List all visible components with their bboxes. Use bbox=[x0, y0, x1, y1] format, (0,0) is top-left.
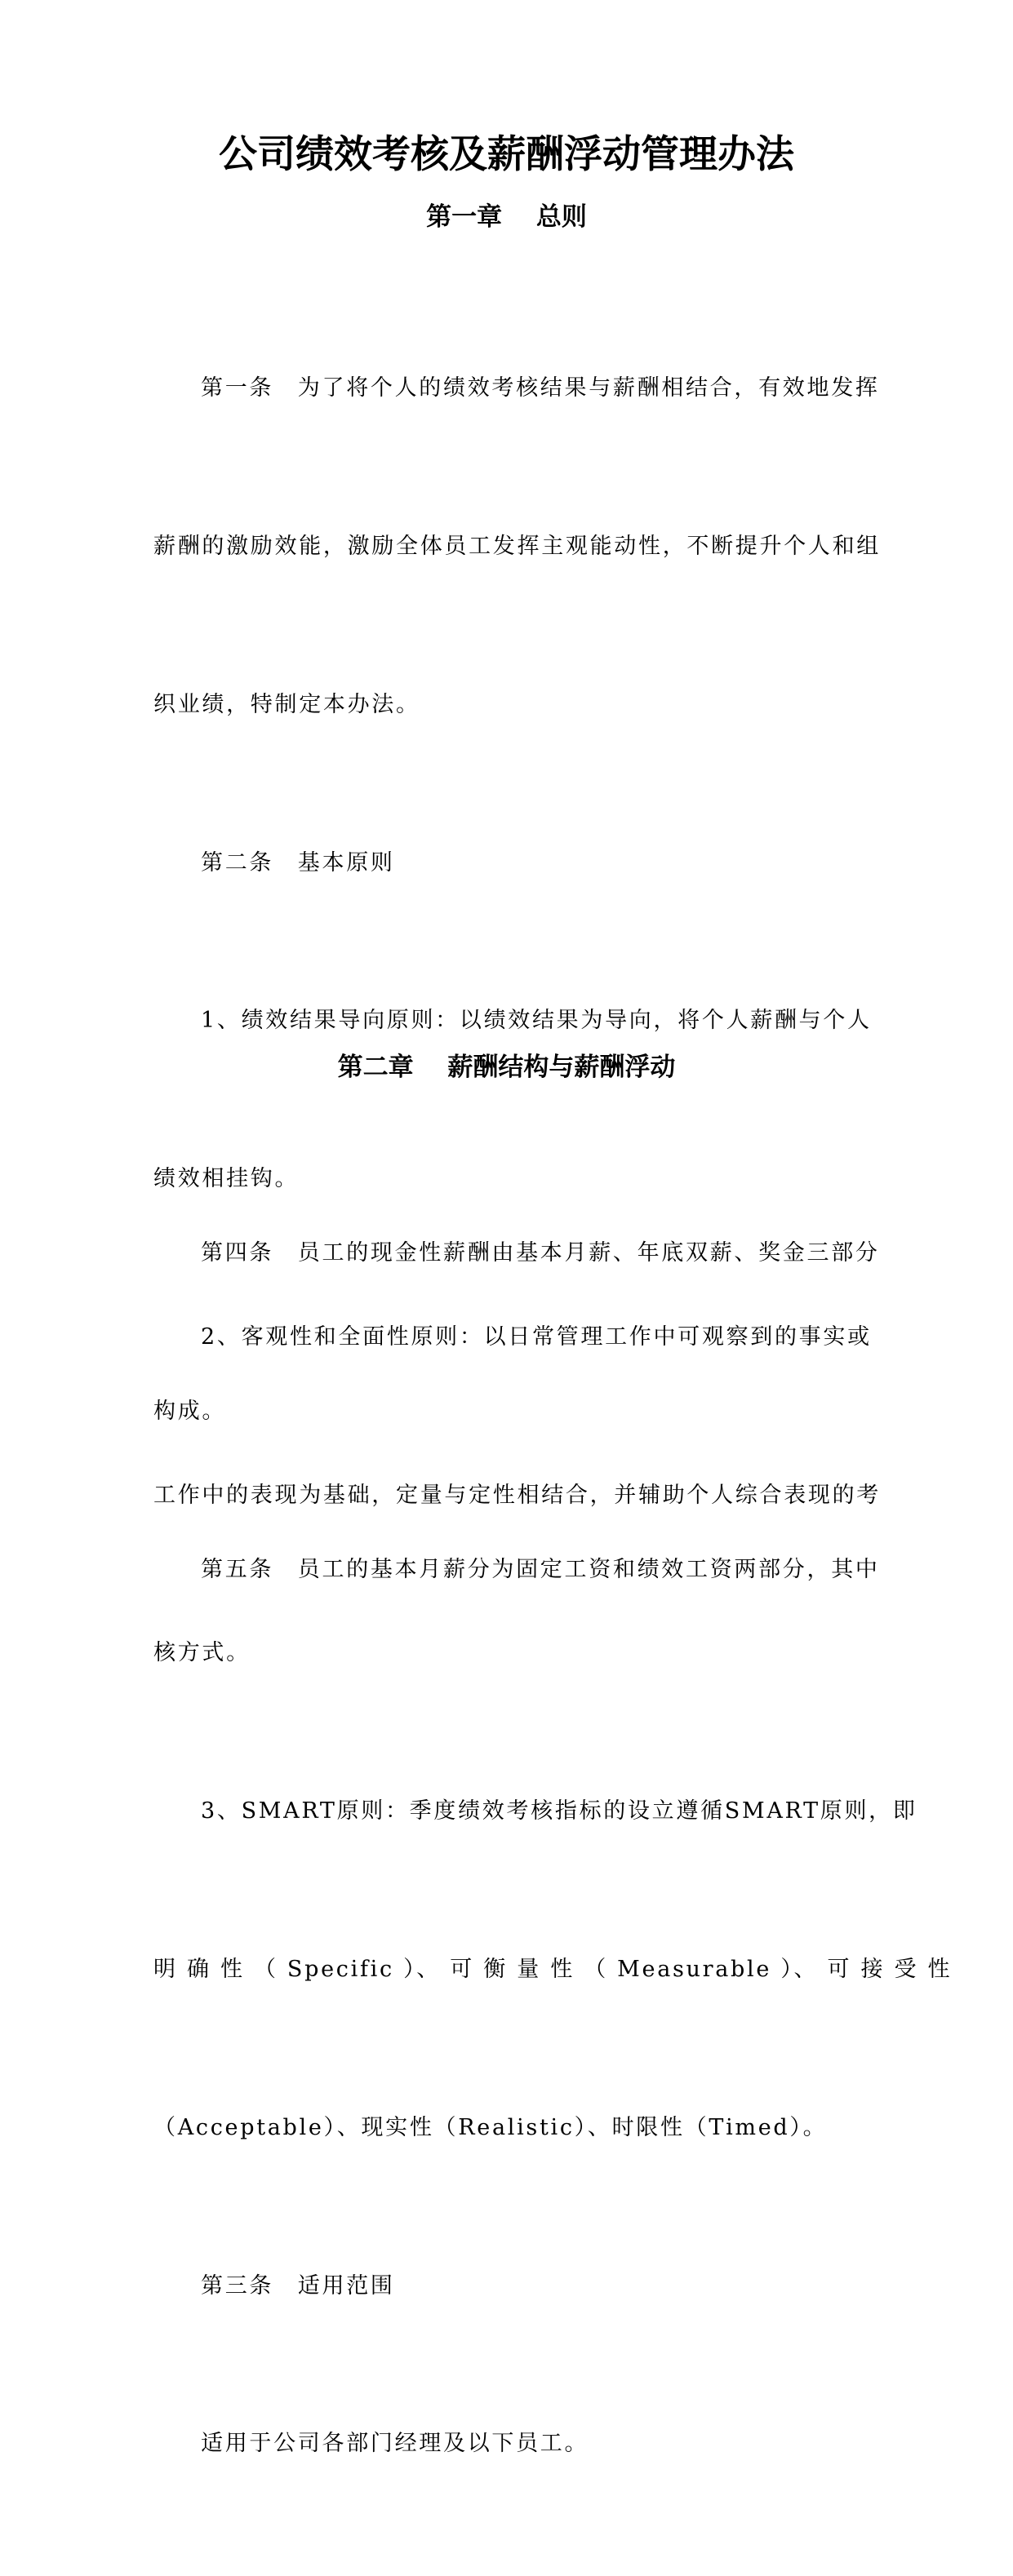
paragraph-line: 第四条 员工的现金性薪酬由基本月薪、年底双薪、奖金三部分 bbox=[201, 1240, 880, 1266]
paragraph-line: 构成。 bbox=[153, 1398, 227, 1424]
paragraph-line: 3、SMART原则：季度绩效考核指标的设立遵循SMART原则，即 bbox=[201, 1798, 917, 1824]
paragraph-line: （Acceptable）、现实性（Realistic）、时限性（Timed）。 bbox=[153, 2114, 828, 2140]
paragraph-line: 1、绩效结果导向原则：以绩效结果为导向，将个人薪酬与个人 bbox=[201, 1008, 872, 1034]
paragraph-line: 适用于公司各部门经理及以下员工。 bbox=[201, 2431, 589, 2457]
paragraph-line: 明 确 性 （ Specific ）、 可 衡 量 性 （ Measurable ）、 可 接 受 性 bbox=[153, 1957, 953, 1982]
paragraph-line: 织业绩，特制定本办法。 bbox=[153, 691, 420, 717]
chapter-heading-2: 第二章 薪酬结构与薪酬浮动 bbox=[337, 1053, 676, 1082]
paragraph-line: 第五条 员工的基本月薪分为固定工资和绩效工资两部分，其中 bbox=[201, 1556, 880, 1582]
article-heading: 第三条 适用范围 bbox=[201, 2272, 395, 2299]
document-title: 公司绩效考核及薪酬浮动管理办法 bbox=[219, 132, 794, 177]
paragraph-line: 核方式。 bbox=[153, 1640, 251, 1666]
chapter-heading-1: 第一章 总则 bbox=[426, 202, 587, 232]
article-heading: 第二条 基本原则 bbox=[201, 849, 395, 876]
chapter-2-body bbox=[153, 1122, 881, 1702]
paragraph-line: 工作中的表现为基础，定量与定性相结合，并辅助个人综合表现的考 bbox=[153, 1482, 881, 1508]
paragraph-line: 第一条 为了将个人的绩效考核结果与薪酬相结合，有效地发挥 bbox=[201, 375, 880, 401]
paragraph-line: 绩效相挂钩。 bbox=[153, 1166, 300, 1192]
paragraph-line: 薪酬的激励效能，激励全体员工发挥主观能动性，不断提升个人和组 bbox=[153, 533, 881, 559]
paragraph-line: 2、客观性和全面性原则：以日常管理工作中可观察到的事实或 bbox=[201, 1323, 872, 1350]
